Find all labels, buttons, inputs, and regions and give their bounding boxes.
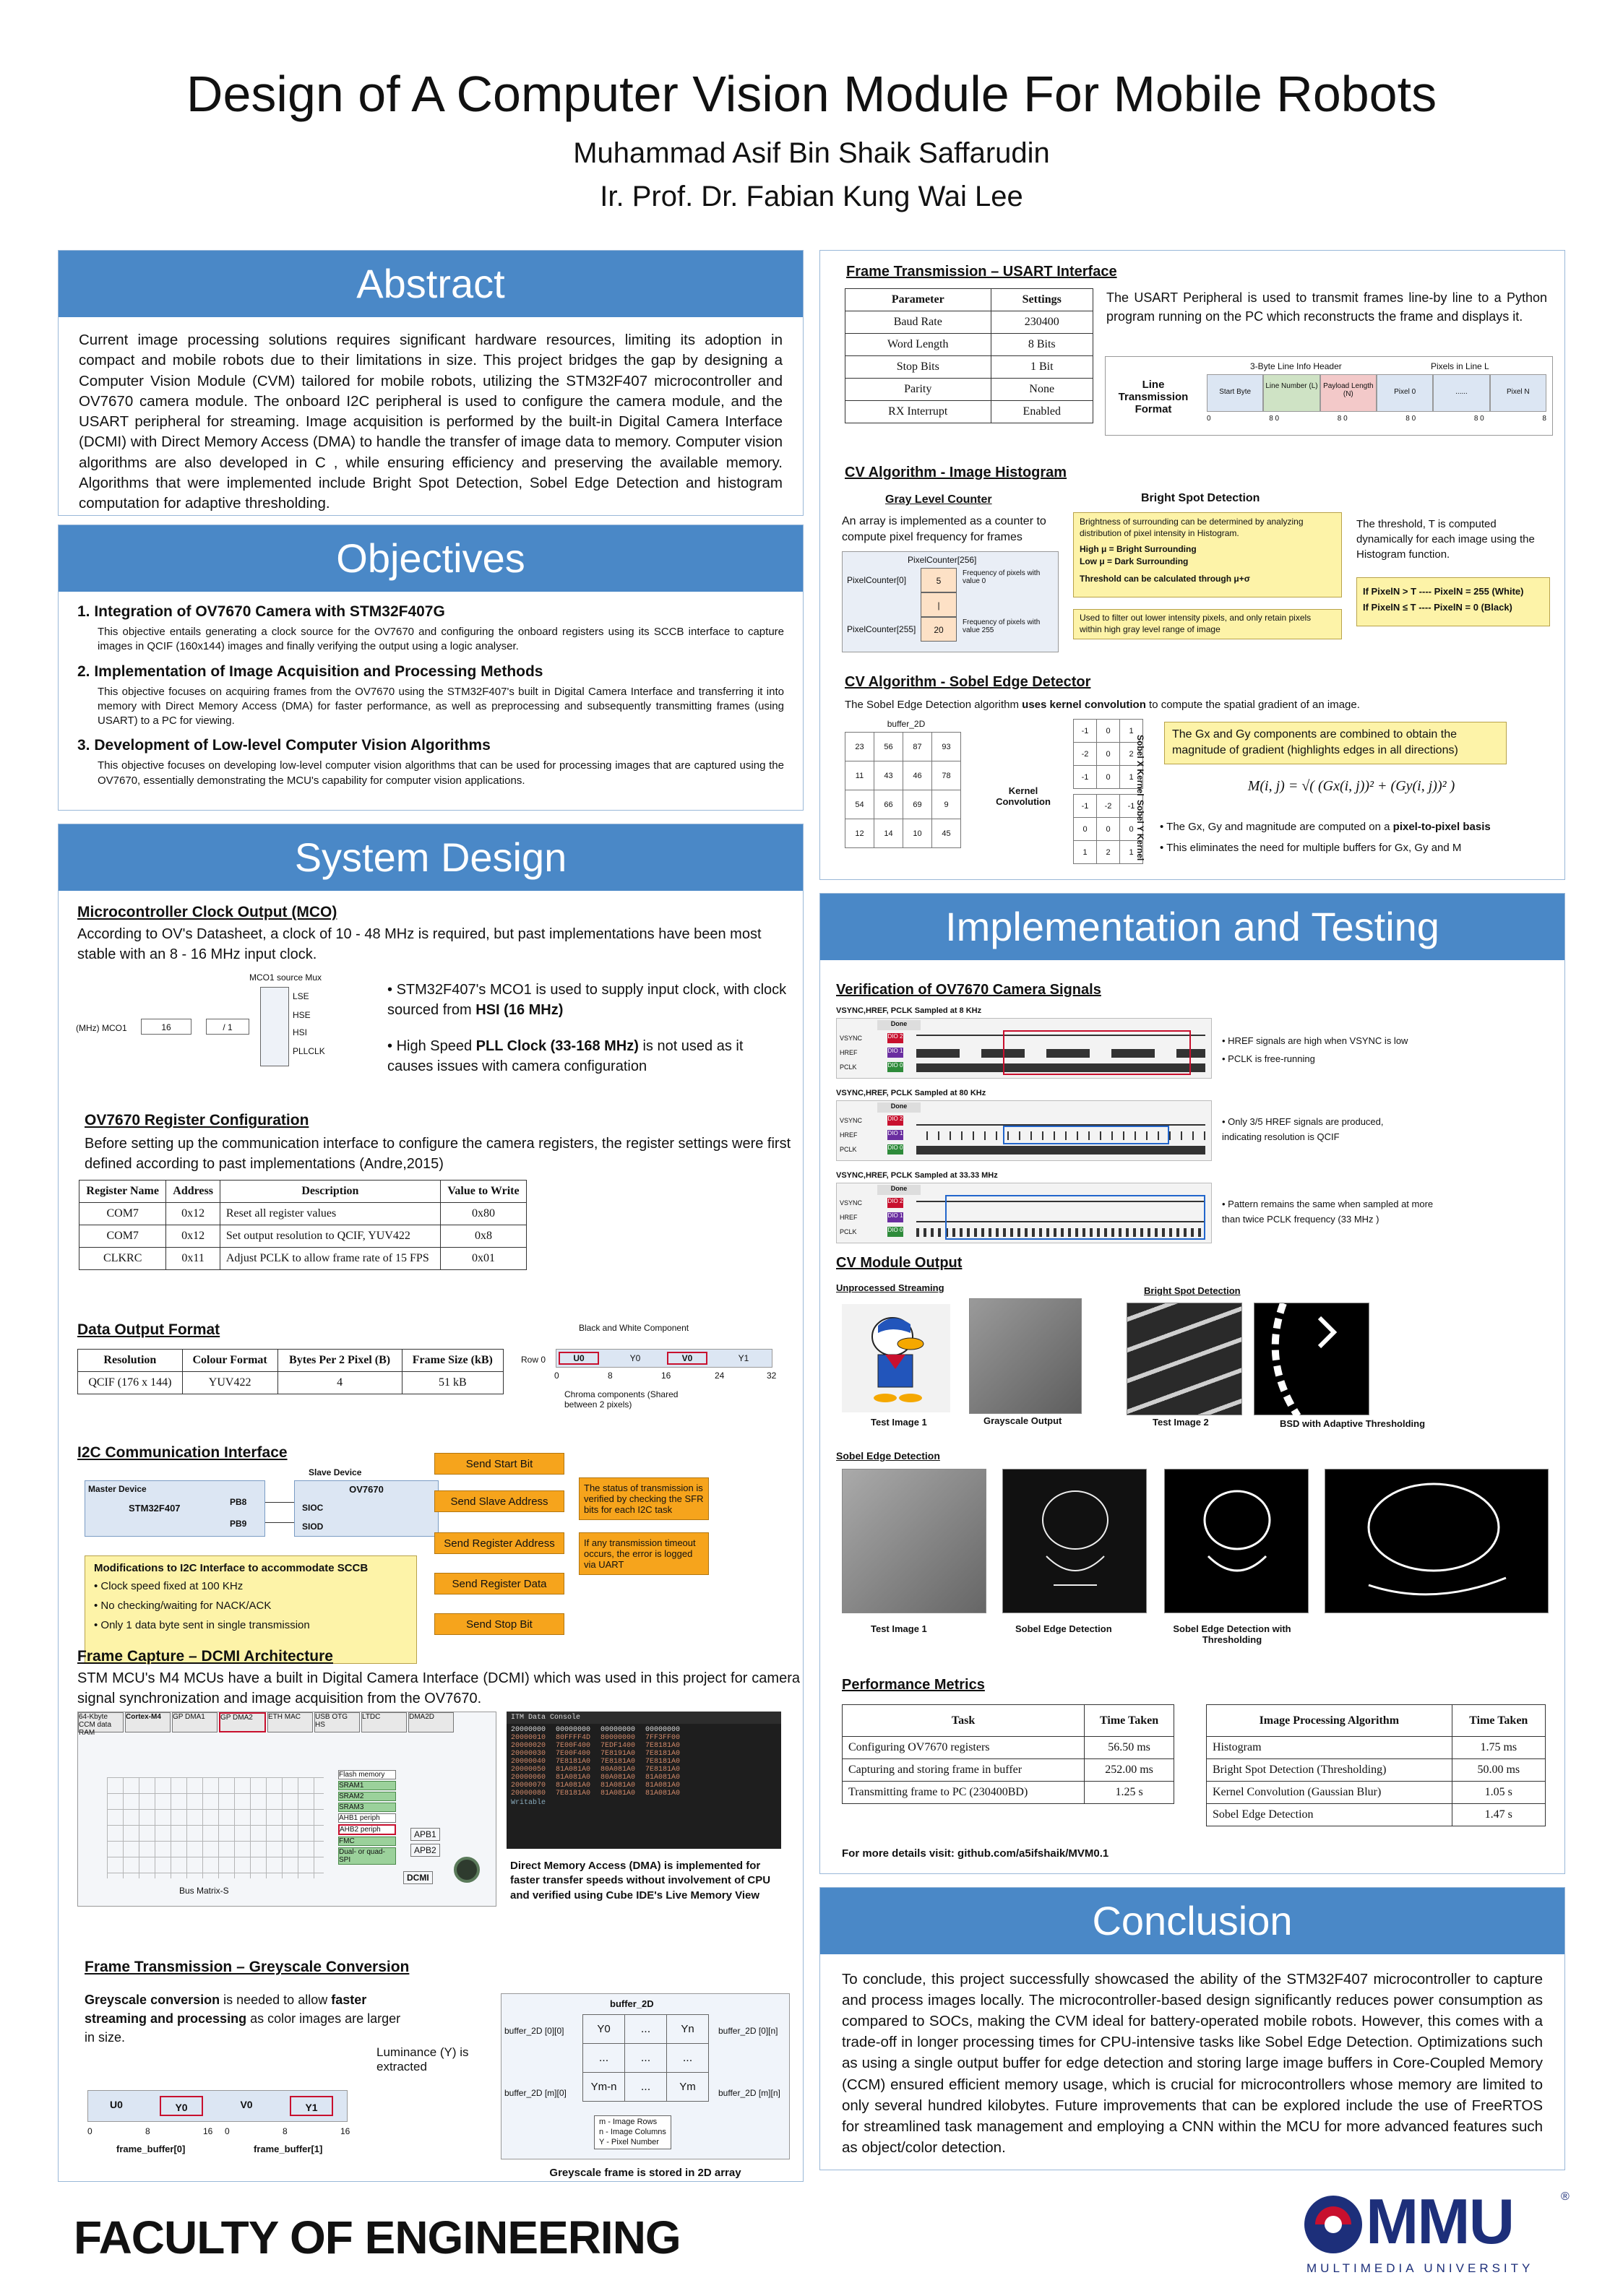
sobel-test-image	[842, 1469, 986, 1613]
yuv-y0: Y0	[629, 1353, 641, 1363]
conclusion-text: To conclude, this project successfully showcased the ability of the STM32F407 microcontroller to capture and process images locally. The microcontroller-based design significantly reduces power consumption as compared to SOCs, making the CVM ideal for battery-operated mobile robots. However, this comes with a trade-off in longer processing times for CPU-intensive tasks like Sobel Edge Detection. Optimizations such as using a single output buffer for edge detection and storing large image buffers in Core-Coupled Memory (CCM) ensured efficient memory usage, which is crucial for microcontrollers whose memory are limited to only several hundred kilobytes. Future improvements that can be explored include the use of FreeRTOS for streamlined task management and employing a CNN within the MCU for more advanced features such as object/color detection.	[842, 1971, 1543, 2156]
gradient-combine-box: The Gx and Gy components are combined to obtain the magnitude of gradient (highlights edges in all directions)	[1164, 722, 1507, 764]
mco-text: According to OV's Datasheet, a clock of 10 - 48 MHz is required, but past implementations have been most stable with an 8 - 16 MHz input clock.	[77, 926, 762, 962]
sobel-threshold-closeup-icon	[1325, 1469, 1549, 1614]
caption-test-1: Test Image 1	[871, 1417, 927, 1428]
slave-box: OV7670 SIOC SIOD	[294, 1480, 439, 1537]
mco-opt-hsi: HSI	[293, 1027, 308, 1037]
sccb-mods-box: Modifications to I2C Interface to accommodate SCCB • Clock speed fixed at 100 KHz • No checking/waiting for NACK/ACK • Only 1 data byte sent in single transmission	[85, 1555, 417, 1664]
implementation-panel	[819, 893, 1565, 1874]
implementation-heading: Implementation and Testing	[820, 894, 1564, 960]
caption-bsd: BSD with Adaptive Thresholding	[1280, 1418, 1426, 1429]
threshold-text: The threshold, T is computed dynamically for each image using the Histogram function.	[1356, 518, 1535, 561]
mco-bullet-2: • High Speed PLL Clock (33-168 MHz) is not used as it causes issues with camera configuration	[387, 1038, 744, 1074]
system-design-heading: System Design	[59, 824, 803, 891]
poster-title: Design of A Computer Vision Module For Mobile Robots	[186, 66, 1437, 122]
yuv-tick: 8	[608, 1371, 613, 1381]
bright-spot-box: Brightness of surrounding can be determined by analyzing distribution of pixel intensity in Histogram. High μ = Bright Surrounding Low μ = Dark Surrounding Threshold can be calculated through μ+σ	[1073, 512, 1342, 597]
table-row: Word Length 8 Bits	[845, 334, 1093, 356]
greyscale-bytes-diagram: U0 Y0 V0 Y1 0 8 16 0 8 16 frame_buffer[0] frame_buffer[1]	[87, 2090, 362, 2170]
step-slave-address: Send Slave Address	[434, 1490, 564, 1512]
usart-text: The USART Peripheral is used to transmit frames line-by line to a Python program running on the PC which reconstructs the frame and displays it.	[1106, 290, 1547, 324]
step-register-data: Send Register Data	[434, 1573, 564, 1594]
dcmi-text: STM MCU's M4 MCUs have a built in Digital Camera Interface (DCMI) which was used in this project for camera signal synchronization and image acquisition from the OV7670.	[77, 1670, 800, 1706]
test-image-2	[1127, 1303, 1242, 1415]
buffer2d-diagram: buffer_2D buffer_2D [0][0] buffer_2D [0][n] buffer_2D [m][0] buffer_2D [m][n] Y0 ... Yn ... ... ... Ym-n ... Ym m - Image Rows n - Image Columns Y - Pixel Number	[501, 1993, 790, 2159]
mmu-emblem-icon	[1301, 2192, 1366, 2257]
table-row: Stop Bits 1 Bit	[845, 356, 1093, 379]
github-link[interactable]: For more details visit: github.com/a5ifshaik/MVM0.1	[842, 1847, 1109, 1860]
bright-filter-box: Used to filter out lower intensity pixels, and only retain pixels within high gray level range of image	[1073, 609, 1342, 639]
itm-console: ITM Data Console 20000000 00000000 00000000 00000000 20000010 80FFFF4D 80000000 7FF3FF00 20000020 7E00F400 7EDF1400 7E8181A0 20000030 7E00F400 7E8191A0 7E8181A0 20000040 7E8181A0 7E8181A0 7E8181A0 20000050 81A081A0 80A081A0 7E8181A0 20000060 81A081A0 80A081A0 81A081A0 20000070 81A081A0 81A081A0 81A081A0 20000080 7E8181A0 81A081A0 81A081A0 Writable	[507, 1712, 781, 1849]
sobel-x-label: Sobel X Kernel	[1135, 735, 1145, 796]
usart-table: Parameter Settings Baud Rate 230400 Word Length 8 Bits Stop Bits 1 Bit Parity None RX Interrupt Enabled	[845, 288, 1093, 423]
table-row: Parity None	[845, 379, 1093, 401]
chroma-label: Chroma components (Shared between 2 pixels)	[564, 1389, 679, 1410]
table-row: Transmitting frame to PC (230400BD) 1.25 s	[843, 1782, 1174, 1804]
author-student: Muhammad Asif Bin Shaik Saffarudin	[573, 137, 1050, 169]
perf-heading: Performance Metrics	[842, 1677, 985, 1693]
capture-80khz: VSYNC,HREF, PCLK Sampled at 80 KHz Done VSYNC HREF PCLK DIO 2 DIO 1 DIO 0	[836, 1089, 1212, 1164]
greyscale-heading: Frame Transmission – Greyscale Conversion	[85, 1959, 410, 1975]
data-output-table: Resolution Colour Format Bytes Per 2 Pixel (B) Frame Size (kB) QCIF (176 x 144) YUV422 4 51 kB	[77, 1349, 504, 1394]
sobel-output-label: Sobel Edge Detection	[836, 1450, 940, 1462]
i2c-heading: I2C Communication Interface	[77, 1444, 288, 1461]
abstract-heading: Abstract	[59, 251, 803, 317]
table-row: RX Interrupt Enabled	[845, 401, 1093, 423]
test-image-1-cartoon	[842, 1304, 950, 1412]
table-row: Sobel Edge Detection 1.47 s	[1207, 1804, 1546, 1826]
abstract-panel	[58, 250, 804, 516]
mmu-logo	[1301, 2185, 1575, 2276]
caption-grayscale: Grayscale Output	[983, 1415, 1062, 1426]
camera-module-icon	[454, 1857, 480, 1883]
step-stop-bit: Send Stop Bit	[434, 1613, 564, 1635]
buffer2d-legend: m - Image Rows n - Image Columns Y - Pixel Number	[594, 2115, 671, 2149]
sobel-y-kernel: -1 -2 -1 0 0 0 1 2 1	[1073, 794, 1143, 864]
sobel-buffer: buffer_2D 23 56 87 93 11 43 46 78 54 66 69 9 12 14 10 45	[845, 719, 968, 848]
row0-label: Row 0	[521, 1355, 546, 1365]
apb1-label: APB1	[410, 1828, 440, 1841]
algorithms-panel	[819, 250, 1565, 880]
buffer2d-grid: Y0 ... Yn ... ... ... Ym-n ... Ym	[582, 2014, 709, 2102]
yuv-tick: 16	[661, 1371, 671, 1381]
mco-diagram	[76, 972, 365, 1081]
mco-value-box: 16	[141, 1019, 191, 1035]
cv-output-heading: CV Module Output	[836, 1255, 963, 1271]
system-design-panel	[58, 824, 804, 2182]
luminance-label: Luminance (Y) is extracted	[376, 2045, 469, 2073]
sobel-bullets: • The Gx, Gy and magnitude are computed on a pixel-to-pixel basis • This eliminates the need for multiple buffers for Gx, Gy and M	[1160, 821, 1491, 854]
bsd-threshold-image	[1254, 1303, 1369, 1415]
mco-bullets	[387, 980, 792, 1076]
master-box: Master Device STM32F407 PB8 PB9	[85, 1480, 265, 1537]
mco-bullet-1: • STM32F407's MCO1 is used to supply input clock, with clock sourced from HSI (16 MHz)	[387, 982, 787, 1018]
magnitude-formula: M(i, j) = √( (Gx(i, j))² + (Gy(i, j))² )	[1247, 778, 1455, 794]
capture-33mhz: VSYNC,HREF, PCLK Sampled at 33.33 MHz Done VSYNC HREF PCLK DIO 2 DIO 1 DIO 0	[836, 1171, 1212, 1246]
sobel-x-kernel: -1 0 1 -2 0 2 -1 0 1	[1073, 719, 1143, 789]
step-register-address: Send Register Address	[434, 1532, 564, 1554]
table-row: COM7 0x12 Reset all register values 0x80	[79, 1203, 527, 1225]
bsd-arc-icon	[1254, 1303, 1370, 1416]
objective-2-text: This objective focuses on acquiring frames from the OV7670 using the STM32F407's built in Digital Camera Interface and transferring it into memory with Direct Memory Access (DMA) for faster performance, as well as preprocessing and subsequently transmitting frames (using USART) to a PC for viewing.	[98, 685, 784, 727]
usart-heading: Frame Transmission – USART Interface	[846, 264, 1117, 280]
yuv-tick: 0	[554, 1371, 559, 1381]
step-start-bit: Send Start Bit	[434, 1453, 564, 1475]
faculty-label: FACULTY OF ENGINEERING	[74, 2211, 681, 2263]
register-col-address: Address	[166, 1181, 220, 1203]
sobel-y-label: Sobel Y Kernel	[1135, 800, 1145, 861]
algo-table: Image Processing Algorithm Time Taken Histogram 1.75 ms Bright Spot Detection (Thresholding) 50.00 ms Kernel Convolution (Gaussian Blur) 1.05 s Sobel Edge Detection 1.47 s	[1206, 1704, 1546, 1826]
register-table	[79, 1180, 527, 1270]
author-supervisor: Ir. Prof. Dr. Fabian Kung Wai Lee	[600, 181, 1023, 212]
conclusion-heading: Conclusion	[820, 1888, 1564, 1954]
data-output-heading: Data Output Format	[77, 1321, 220, 1338]
dcmi-label: DCMI	[403, 1871, 433, 1884]
register-col-value: Value to Write	[440, 1181, 526, 1203]
pixel-counter-diagram: PixelCounter[256] PixelCounter[0] 5 Frequency of pixels with value 0 | PixelCounter[255] 20 Frequency of pixels with value 255	[842, 551, 1059, 652]
bus-matrix-label: Bus Matrix-S	[179, 1886, 229, 1896]
greyscale-text: Greyscale conversion is needed to allow faster streaming and processing as color images are larger in size.	[85, 1993, 401, 2045]
objectives-heading: Objectives	[59, 525, 803, 592]
sobel-threshold-image-1	[1164, 1469, 1309, 1613]
bus-matrix-grid	[107, 1777, 324, 1878]
unprocessed-label: Unprocessed Streaming	[836, 1282, 944, 1293]
register-col-name: Register Name	[79, 1181, 166, 1203]
bright-spot-heading: Bright Spot Detection	[1141, 492, 1260, 504]
gray-level-heading: Gray Level Counter	[885, 493, 992, 506]
mco-opt-hse: HSE	[293, 1010, 311, 1020]
yuv-v0: V0	[667, 1352, 707, 1365]
apb2-label: APB2	[410, 1844, 440, 1857]
objective-3-text: This objective focuses on developing low-level computer vision algorithms that can be used for processing images that are captured using the OV7670, essentially demonstrating the MCU's capability for computer vision applications.	[98, 759, 784, 787]
objective-3-title: 3. Development of Low-level Computer Vision Algorithms	[77, 737, 491, 754]
perf-table: Task Time Taken Configuring OV7670 registers 56.50 ms Capturing and storing frame in buffer 252.00 ms Transmitting frame to PC (230400BD) 1.25 s	[842, 1704, 1174, 1804]
register-col-desc: Description	[220, 1181, 440, 1203]
abstract-text: Current image processing solutions requires significant hardware resources, limiting its adoption in compact and mobile robots due to their limitations in size. This project bridges the gap by designing a Computer Vision Module (CVM) tailored for mobile robots, utilizing the STM32F407 microcontroller and OV7670 camera module. The onboard I2C peripheral is used to configure the camera module, and the USART peripheral for streaming. Image acquisition is performed by the built-in Digital Camera Interface (DCMI) with Direct Memory Access (DMA) to handle the transfer of image data to memory. Computer vision algorithms are also developed in C , while ensuring efficiency and preserving the available memory. Algorithms that were implemented include Bright Spot Detection, Sobel Edge Detection and histogram computation for adaptive thresholding.	[79, 332, 783, 512]
mco-mux-label: MCO1 source Mux	[249, 972, 322, 983]
mco-opt-pllclk: PLLCLK	[293, 1046, 325, 1056]
capture-33mhz-notes: • Pattern remains the same when sampled at more than twice PCLK frequency (33 MHz )	[1222, 1199, 1434, 1225]
table-row: Kernel Convolution (Gaussian Blur) 1.05 s	[1207, 1782, 1546, 1804]
grayscale-output-image	[969, 1298, 1082, 1414]
i2c-note-2: If any transmission timeout occurs, the error is logged via UART	[579, 1532, 709, 1575]
objective-1-text: This objective entails generating a clock source for the OV7670 and configuring the onboard registers using its SCCB interface to capture images in QCIF (160x144) images and finally verifying the output using a logic analyser.	[98, 626, 784, 653]
caption-sobel-edge: Sobel Edge Detection	[1015, 1623, 1112, 1634]
objective-1-title: 1. Integration of OV7670 Camera with STM32F407G	[77, 603, 445, 620]
capture-8khz: VSYNC,HREF, PCLK Sampled at 8 KHz Done VSYNC HREF PCLK DIO 2 DIO 1 DIO 0	[836, 1006, 1212, 1082]
mmu-subtitle: MULTIMEDIA UNIVERSITY	[1306, 2261, 1534, 2275]
bw-label: Black and White Component	[579, 1323, 689, 1333]
mco-heading: Microcontroller Clock Output (MCO)	[77, 904, 337, 920]
capture-8khz-notes: • HREF signals are high when VSYNC is low • PCLK is free-running	[1222, 1035, 1408, 1064]
threshold-rules: If PixelN > T ---- PixelN = 255 (White) If PixelN ≤ T ---- PixelN = 0 (Black)	[1356, 577, 1550, 626]
table-row: Baud Rate 230400	[845, 311, 1093, 334]
verification-heading: Verification of OV7670 Camera Signals	[836, 982, 1101, 998]
table-row: CLKRC 0x11 Adjust PCLK to allow frame rate of 15 FPS 0x01	[79, 1248, 527, 1270]
mmu-wordmark: MMU	[1366, 2185, 1514, 2257]
sobel-text: The Sobel Edge Detection algorithm uses kernel convolution to compute the spatial gradient of an image.	[845, 699, 1360, 711]
kernel-conv-label: Kernel Convolution	[996, 785, 1051, 807]
buffer2d-caption: Greyscale frame is stored in 2D array	[549, 2167, 741, 2179]
register-heading: OV7670 Register Configuration	[85, 1112, 309, 1128]
caption-sobel-threshold: Sobel Edge Detection with Thresholding	[1173, 1623, 1291, 1645]
table-row: COM7 0x12 Set output resolution to QCIF, YUV422 0x8	[79, 1225, 527, 1248]
dcmi-heading: Frame Capture – DCMI Architecture	[77, 1648, 333, 1665]
yuv-tick: 24	[715, 1371, 725, 1381]
dma-caption: Direct Memory Access (DMA) is implemented for faster transfer speeds without involvement of CPU and verified using Cube IDE's Live Memory View	[510, 1860, 771, 1902]
caption-sobel-test: Test Image 1	[871, 1623, 927, 1634]
i2c-note-1: The status of transmission is verified by checking the SFR bits for each I2C task	[579, 1477, 709, 1520]
table-row: Histogram 1.75 ms	[1207, 1737, 1546, 1759]
yuv-diagram	[521, 1323, 796, 1424]
register-text: Before setting up the communication interface to configure the camera registers, the register settings were first defined according to past implementations (Andre,2015)	[85, 1136, 791, 1172]
line-format-diagram: Line Transmission Format 3-Byte Line Info Header Pixels in Line L Start Byte Line Number (L) Payload Length (N) Pixel 0 ...... Pixel N 0 8 0 8 0 8 0 8 0 8	[1105, 356, 1553, 436]
gray-level-text: An array is implemented as a counter to compute pixel frequency for frames	[842, 515, 1046, 543]
mco-input-label: (MHz) MCO1	[76, 1023, 127, 1033]
i2c-flow	[434, 1453, 579, 1677]
yuv-u0: U0	[559, 1352, 599, 1365]
dcmi-bus-diagram: 64-Kbyte CCM data RAM Cortex-M4 GP DMA1 GP DMA2 ETH MAC USB OTG HS LTDC DMA2D Bus Matrix-S Flash memory SRAM1 SRAM2 SRAM3 AHB1 periph AHB2 periph FMC Dual- or quad-SPI APB1 APB2 DCMI	[77, 1712, 496, 1907]
sobel-heading: CV Algorithm - Sobel Edge Detector	[845, 674, 1091, 690]
objective-2-title: 2. Implementation of Image Acquisition and Processing Methods	[77, 663, 543, 680]
mco-mux	[260, 987, 289, 1066]
capture-80khz-notes: • Only 3/5 HREF signals are produced, indicating resolution is QCIF	[1222, 1116, 1384, 1142]
sobel-edge-image	[1002, 1469, 1147, 1613]
yuv-tick: 32	[767, 1371, 777, 1381]
mco-opt-lse: LSE	[293, 991, 309, 1001]
table-row: QCIF (176 x 144) YUV422 4 51 kB	[78, 1372, 504, 1394]
yuv-y1: Y1	[738, 1353, 749, 1363]
mmu-registered: ®	[1561, 2191, 1570, 2203]
sobel-threshold-outline-icon	[1165, 1469, 1309, 1614]
conclusion-panel	[819, 1887, 1565, 2170]
mco-divider-box: / 1	[206, 1019, 249, 1035]
sobel-threshold-image-2	[1325, 1469, 1549, 1613]
table-row: Configuring OV7670 registers 56.50 ms	[843, 1737, 1174, 1759]
bright-spot-label: Bright Spot Detection	[1144, 1285, 1241, 1296]
caption-test-2: Test Image 2	[1153, 1417, 1209, 1428]
cartoon-duck-icon	[842, 1304, 950, 1412]
table-row: Capturing and storing frame in buffer 252.00 ms	[843, 1759, 1174, 1782]
objectives-panel	[58, 525, 804, 811]
sobel-edge-outline-icon	[1003, 1469, 1148, 1614]
i2c-diagram	[77, 1467, 468, 1670]
memory-list: Flash memory SRAM1 SRAM2 SRAM3 AHB1 periph AHB2 periph FMC Dual- or quad-SPI	[338, 1770, 396, 1865]
table-row: Bright Spot Detection (Thresholding) 50.00 ms	[1207, 1759, 1546, 1782]
histogram-heading: CV Algorithm - Image Histogram	[845, 465, 1067, 480]
slave-label: Slave Device	[309, 1467, 362, 1477]
